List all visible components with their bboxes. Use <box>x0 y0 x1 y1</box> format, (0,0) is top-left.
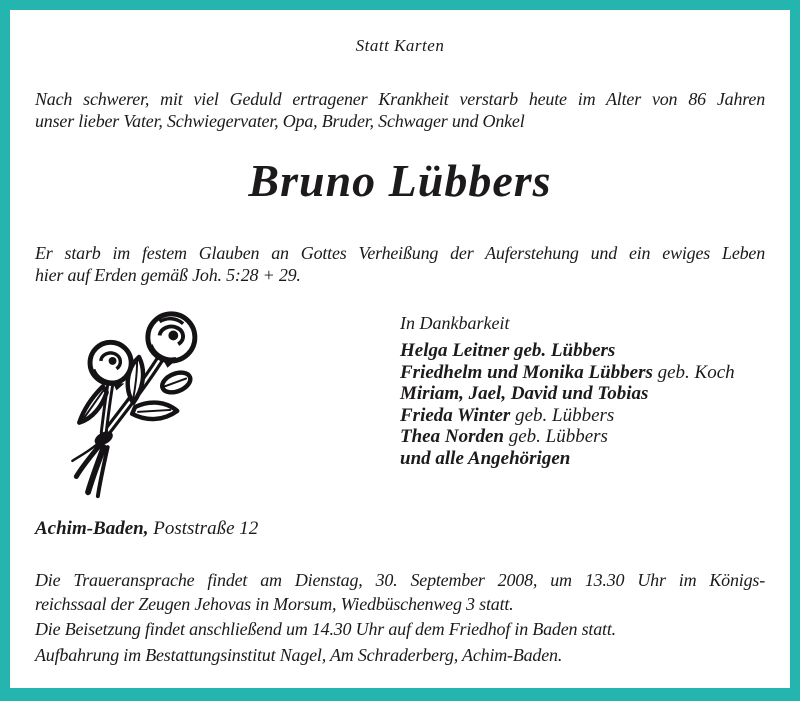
service-paragraph <box>35 568 765 616</box>
mourner-row <box>400 362 735 384</box>
obituary-sheet <box>10 10 790 688</box>
gratitude-heading: In Dankbarkeit <box>400 313 510 333</box>
faith-paragraph <box>35 242 765 286</box>
service-line-1: Die Traueransprache findet am Dienstag, 30. September 2008, um 13.30 Uhr im Königs- <box>35 570 765 590</box>
mourners-list <box>400 340 735 469</box>
mourner-name: und alle Angehörigen <box>400 447 571 469</box>
repose-line: Aufbahrung im Bestattungsinstitut Nagel, Am Schraderberg, Achim-Baden. <box>35 645 563 665</box>
mourner-row <box>400 426 735 448</box>
address-line <box>35 518 258 540</box>
intro-line-1: Nach schwerer, mit viel Geduld ertragener Krankheit verstarb heute im Alter von 86 Jahren <box>35 89 765 109</box>
faith-line-2: hier auf Erden gemäß Joh. 5:28 + 29. <box>35 265 301 285</box>
mourner-name: Frieda Winter <box>400 404 511 426</box>
mourner-name: Thea Norden <box>400 426 504 447</box>
pre-title: Statt Karten <box>355 36 445 55</box>
mourner-name: Miriam, Jael, David und Tobias <box>400 383 649 404</box>
mourner-row <box>400 340 735 362</box>
address-street: Poststraße 12 <box>148 518 259 539</box>
intro-paragraph <box>35 88 765 132</box>
burial-line: Die Beisetzung findet anschließend um 14.30 Uhr auf dem Friedhof in Baden statt. <box>35 619 616 639</box>
intro-line-2: unser lieber Vater, Schwiegervater, Opa, Bruder, Schwager und Onkel <box>35 111 525 131</box>
mourner-birthname: geb. Lübbers <box>510 404 615 426</box>
mourner-row <box>400 448 735 470</box>
mourner-name: Helga Leitner geb. Lübbers <box>400 340 616 361</box>
mourner-birthname: geb. Koch <box>652 361 735 383</box>
deceased-name: Bruno Lübbers <box>248 155 552 206</box>
mourner-name: Friedhelm und Monika Lübbers <box>400 361 653 383</box>
service-line-2: reichssaal der Zeugen Jehovas in Morsum, Wiedbüschenweg 3 statt. <box>35 594 514 614</box>
faith-line-1: Er starb im festem Glauben an Gottes Verheißung der Auferstehung und ein ewiges Leben <box>35 243 765 263</box>
roses-bouquet-illustration <box>65 308 215 504</box>
address-city: Achim-Baden, <box>35 518 149 539</box>
mourner-row <box>400 383 735 405</box>
mourner-birthname: geb. Lübbers <box>503 426 608 447</box>
mourner-row <box>400 405 735 427</box>
